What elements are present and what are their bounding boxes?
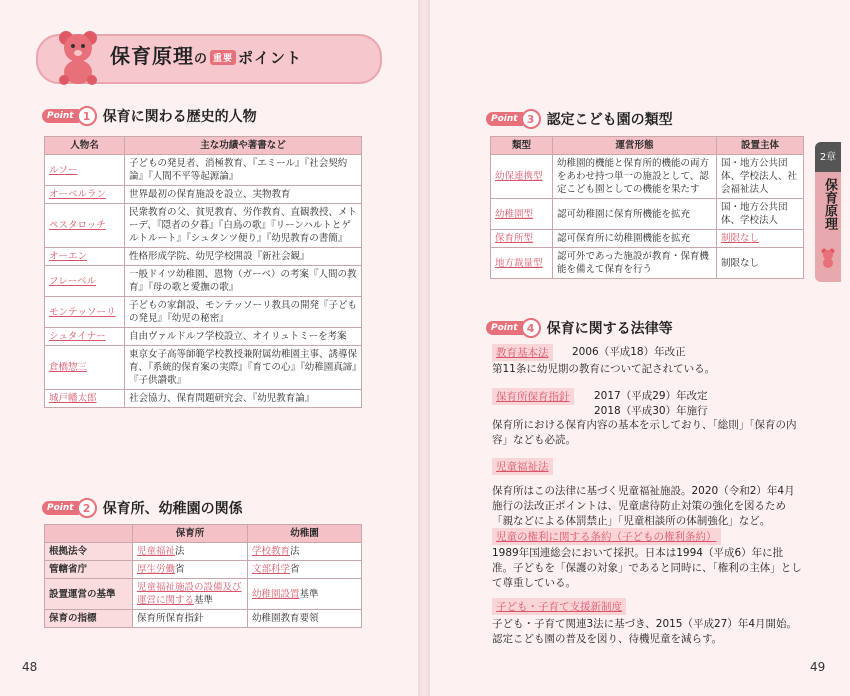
- column-header: 類型: [491, 137, 553, 155]
- point-number: 3: [521, 109, 541, 129]
- point-number: 4: [521, 318, 541, 338]
- owner-text: 制限なし: [721, 257, 760, 269]
- table-row: [45, 346, 362, 390]
- person-name-link[interactable]: オーベルラン: [49, 189, 107, 200]
- person-name-cell: [45, 248, 125, 266]
- nursery-cell: [133, 543, 248, 561]
- title-point: ポイント: [238, 49, 303, 67]
- owner-cell: [717, 199, 804, 230]
- page-title: [110, 40, 302, 69]
- nursery-kindergarten-table: [44, 524, 362, 628]
- form-cell: 認可外であった施設が教育・保育機能を備えて保育を行う: [553, 248, 717, 279]
- achievements-cell: 子どもの発見者、消極教育、『エミール』『社会契約論』『人間不平等起源論』: [125, 155, 362, 186]
- type-cell: [491, 230, 553, 248]
- achievements-cell: 社会協力、保育問題研究会、『幼児教育論』: [125, 390, 362, 408]
- person-name-link[interactable]: ペスタロッチ: [49, 220, 106, 231]
- type-link[interactable]: 幼稚園型: [495, 208, 534, 220]
- person-name-link[interactable]: 倉橋惣三: [49, 362, 88, 373]
- section-title: 保育に関わる歴史的人物: [102, 109, 257, 125]
- cell-text: 法: [175, 546, 185, 557]
- nursery-cell: [133, 610, 248, 628]
- person-name-cell: [45, 155, 125, 186]
- achievements-cell: 性格形成学院、幼児学校開設『新社会観』: [125, 248, 362, 266]
- section-title: 保育所、幼稚園の関係: [102, 501, 243, 517]
- law-name[interactable]: 教育基本法: [492, 344, 553, 361]
- law-description: 子ども・子育て関連3法に基づき、2015（平成27）年4月開始。認定こども園の普及を図り、待機児童を減らす。: [492, 618, 798, 645]
- kindergarten-cell: [248, 610, 362, 628]
- person-name-link[interactable]: フレーベル: [49, 275, 97, 287]
- page-number-right: 49: [810, 660, 826, 674]
- person-name-link[interactable]: シュタイナー: [49, 331, 106, 342]
- table-row: [491, 230, 804, 248]
- person-name-link[interactable]: ルソー: [49, 164, 78, 176]
- achievements-cell: 一般ドイツ幼稚園、恩物（ガーベ）の考案『人間の教育』『母の歌と愛撫の歌』: [125, 266, 362, 297]
- section-1-heading: [42, 106, 257, 126]
- form-cell: 認可保育所に幼稚園機能を拡充: [553, 230, 717, 248]
- achievements-cell: 子どもの家創設、モンテッソーリ教具の開発『子どもの発見』『幼児の秘密』: [125, 297, 362, 328]
- section-2-heading: [42, 498, 243, 518]
- chapter-label: 保育原理: [822, 178, 837, 230]
- table-row: [45, 248, 362, 266]
- table-row: [45, 204, 362, 248]
- small-bear-icon: [820, 248, 836, 268]
- column-header: 保育所: [133, 525, 248, 543]
- table-row: [45, 561, 362, 579]
- page-number-left: 48: [22, 660, 38, 674]
- law-name[interactable]: 児童の権利に関する条約（子どもの権利条約）: [492, 528, 721, 545]
- row-header: 設置運営の基準: [45, 579, 133, 610]
- cell-text: 幼稚園教育要領: [252, 613, 319, 624]
- law-description: 保育所における保育内容の基本を示しており、「総則」「保育の内容」なども必読。: [492, 419, 797, 446]
- form-cell: 認可幼稚園に保育所機能を拡充: [553, 199, 717, 230]
- kindergarten-cell: [248, 561, 362, 579]
- form-cell: 幼稚園的機能と保育所的機能の両方をあわせ持つ単一の施設として、認定こども園としての機能を果たす: [553, 155, 717, 199]
- owner-text[interactable]: 制限なし: [721, 233, 760, 244]
- achievements-cell: 民衆教育の父、貧児教育、労作教育、直観教授、メトーデ、『隠者の夕暮』『白鳥の歌』『リーンハルトとゲルトルート』『シュタンツ便り』『幼児教育の書簡』: [125, 204, 362, 248]
- point-number: 1: [77, 106, 97, 126]
- keyword-link[interactable]: 学校教育: [252, 546, 291, 557]
- important-badge: 重要: [210, 50, 236, 65]
- chapter-number: 2章: [815, 142, 841, 172]
- achievements-cell: 自由ヴァルドルフ学校設立、オイリュトミーを考案: [125, 328, 362, 346]
- person-name-cell: [45, 266, 125, 297]
- nursery-cell: [133, 579, 248, 610]
- table-row: [45, 610, 362, 628]
- point-label: Point: [486, 112, 523, 126]
- owner-cell: [717, 230, 804, 248]
- type-link[interactable]: 幼保連携型: [495, 171, 543, 182]
- table-row: [45, 186, 362, 204]
- section-title: 保育に関する法律等: [546, 321, 673, 337]
- type-link[interactable]: 保育所型: [495, 233, 534, 244]
- keyword-link[interactable]: 児童福祉: [137, 546, 176, 557]
- owner-cell: [717, 248, 804, 279]
- kodomoen-types-table: [490, 136, 804, 279]
- person-name-cell: [45, 390, 125, 408]
- teddy-bear-icon: [48, 26, 108, 86]
- law-name[interactable]: 児童福祉法: [492, 458, 553, 475]
- point-number: 2: [77, 498, 97, 518]
- person-name-cell: [45, 297, 125, 328]
- owner-text: 国・地方公共団体、学校法人、社会福祉法人: [721, 158, 798, 195]
- person-name-cell: [45, 346, 125, 390]
- cell-text: 基準: [194, 595, 214, 606]
- column-header: 幼稚園: [248, 525, 362, 543]
- law-date: 2017（平成29）年改定 2018（平成30）年施行: [594, 390, 708, 417]
- nursery-cell: [133, 561, 248, 579]
- type-cell: [491, 199, 553, 230]
- person-name-link[interactable]: 城戸幡太郎: [49, 393, 97, 404]
- section-3-heading: [486, 109, 673, 129]
- column-header: 主な功績や著書など: [125, 137, 362, 155]
- section-title: 認定こども園の類型: [546, 112, 673, 128]
- row-header: 保育の指標: [45, 610, 133, 628]
- row-header: 管轄省庁: [45, 561, 133, 579]
- person-name-cell: [45, 328, 125, 346]
- keyword-link[interactable]: 厚生労働: [137, 564, 176, 575]
- achievements-cell: 東京女子高等師範学校教授兼附属幼稚園主事、誘導保育、『系統的保育案の実際』『育ての心』『幼稚園真諦』『子供讃歌』: [125, 346, 362, 390]
- table-row: [491, 199, 804, 230]
- owner-cell: [717, 155, 804, 199]
- point-label: Point: [486, 321, 523, 335]
- section-4-heading: [486, 318, 673, 338]
- table-row: [491, 155, 804, 199]
- person-name-cell: [45, 204, 125, 248]
- table-row: [45, 155, 362, 186]
- cell-text: 省: [290, 564, 300, 575]
- table-row: [45, 579, 362, 610]
- keyword-link[interactable]: 児童福祉施設の設備及び運営に関する: [137, 582, 242, 606]
- table-row: [45, 297, 362, 328]
- owner-text: 国・地方公共団体、学校法人: [721, 202, 788, 226]
- column-header: [45, 525, 133, 543]
- column-header: 人物名: [45, 137, 125, 155]
- cell-text: 基準: [299, 588, 319, 600]
- title-main: 保育原理: [110, 44, 194, 68]
- table-row: [45, 390, 362, 408]
- table-row: [45, 543, 362, 561]
- keyword-link[interactable]: 幼稚園設置: [252, 588, 300, 600]
- type-cell: [491, 248, 553, 279]
- achievements-cell: 世界最初の保育施設を設立、実物教育: [125, 186, 362, 204]
- law-description: 第11条に幼児期の教育について記されている。: [492, 363, 716, 375]
- law-description: 保育所はこの法律に基づく児童福祉施設。2020（令和2）年4月施行の法改正ポイントは、児童虐待防止対策の強化を図るため「親などによる体罰禁止」「児童相談所の体制強化」など。: [492, 485, 795, 527]
- kindergarten-cell: [248, 579, 362, 610]
- law-name[interactable]: 保育所保育指針: [492, 388, 574, 405]
- chapter-side-tab[interactable]: [815, 142, 841, 282]
- person-name-link[interactable]: モンテッソーリ: [49, 306, 116, 318]
- type-cell: [491, 155, 553, 199]
- column-header: 設置主体: [717, 137, 804, 155]
- table-row: [45, 266, 362, 297]
- cell-text: 保育所保育指針: [137, 613, 204, 624]
- keyword-link[interactable]: 文部科学: [252, 564, 291, 575]
- person-name-link[interactable]: オーエン: [49, 251, 88, 262]
- law-name[interactable]: 子ども・子育て支援新制度: [492, 598, 626, 615]
- point-label: Point: [42, 109, 79, 123]
- table-row: [491, 248, 804, 279]
- table-row: [45, 328, 362, 346]
- row-header: 根拠法令: [45, 543, 133, 561]
- person-name-cell: [45, 186, 125, 204]
- column-header: 運営形態: [553, 137, 717, 155]
- law-date: 2006（平成18）年改正: [572, 346, 686, 358]
- point-label: Point: [42, 501, 79, 515]
- book-gutter: [418, 0, 430, 696]
- historical-figures-table: [44, 136, 362, 408]
- title-particle: の: [194, 52, 209, 67]
- law-description: 1989年国連総会において採択。日本は1994（平成6）年に批准。子どもを「保護の対象」であると同時に、「権利の主体」として尊重している。: [492, 547, 802, 589]
- cell-text: 法: [290, 546, 300, 557]
- cell-text: 省: [175, 564, 185, 575]
- type-link[interactable]: 地方裁量型: [495, 257, 543, 269]
- kindergarten-cell: [248, 543, 362, 561]
